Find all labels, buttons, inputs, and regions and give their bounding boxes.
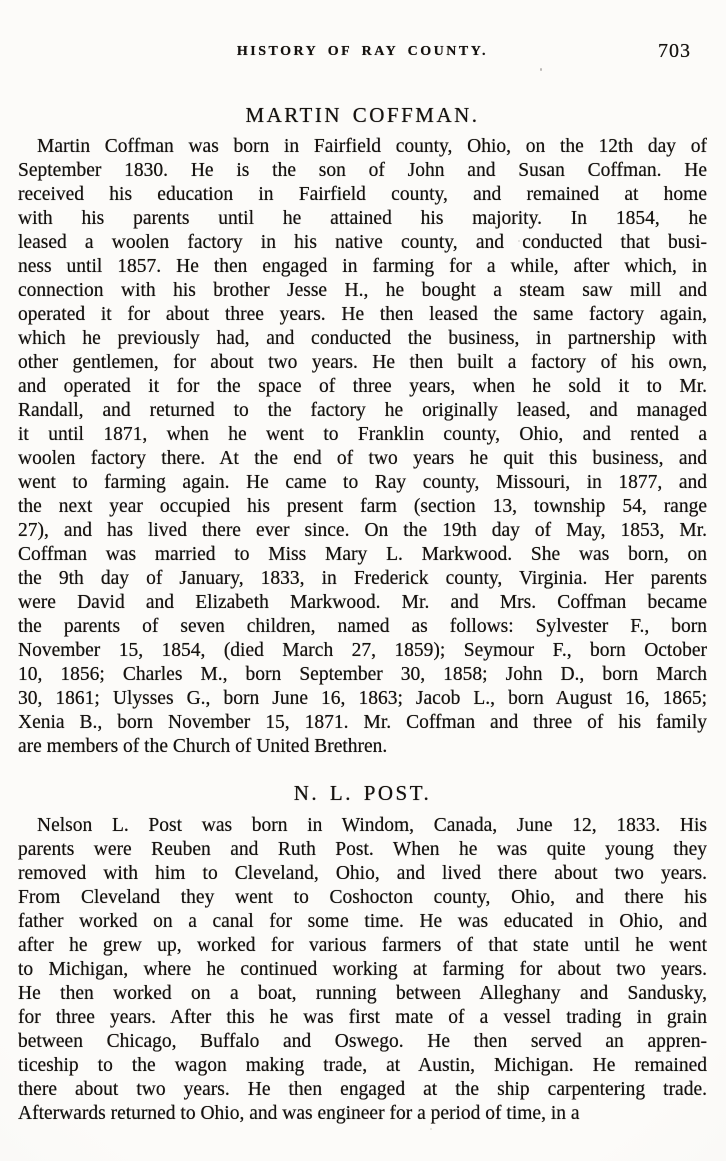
text-line: and operated it for the space of three years, when he sold it to Mr. <box>18 376 707 397</box>
text-line: Martin Coffman was born in Fairfield county, Ohio, on the 12th day of <box>37 136 707 157</box>
text-line: between Chicago, Buffalo and Oswego. He then served an appren- <box>18 1031 707 1052</box>
text-line: Afterwards returned to Ohio, and was engineer for a period of time, in a <box>18 1103 580 1124</box>
text-line: leased a woolen factory in his native county, and conducted that busi- <box>18 232 707 253</box>
text-line: after he grew up, worked for various farmers of that state until he went <box>18 935 707 956</box>
text-line: 30, 1861; Ulysses G., born June 16, 1863; Jacob L., born August 16, 1865; <box>18 688 707 709</box>
scan-speck <box>518 240 520 242</box>
text-line: Randall, and returned to the factory he originally leased, and managed <box>18 400 707 421</box>
scan-speck <box>430 1128 432 1130</box>
text-line: November 15, 1854, (died March 27, 1859); Seymour F., born October <box>18 640 707 661</box>
text-line: with his parents until he attained his majority. In 1854, he <box>18 208 707 229</box>
paragraph <box>18 814 707 1126</box>
text-line: received his education in Fairfield county, and remained at home <box>18 184 707 205</box>
text-line: the parents of seven children, named as follows: Sylvester F., born <box>18 616 707 637</box>
text-line: for three years. After this he was first mate of a vessel trading in grain <box>18 1007 707 1028</box>
text-line: September 1830. He is the son of John and Susan Coffman. He <box>18 160 707 181</box>
text-line: to Michigan, where he continued working at farming for about two years. <box>18 959 707 980</box>
text-line: Coffman was married to Miss Mary L. Markwood. She was born, on <box>18 544 707 565</box>
text-line: ness until 1857. He then engaged in farming for a while, after which, in <box>18 256 707 277</box>
running-title: HISTORY OF RAY COUNTY. <box>236 44 489 59</box>
section-heading: N. L. POST. <box>293 781 432 805</box>
text-line: other gentlemen, for about two years. He then built a factory of his own, <box>18 352 707 373</box>
text-line: there about two years. He then engaged at the ship carpentering trade. <box>18 1079 707 1100</box>
text-line: it until 1871, when he went to Franklin county, Ohio, and rented a <box>18 424 707 445</box>
text-line: parents were Reuben and Ruth Post. When he was quite young they <box>18 839 707 860</box>
text-line: Nelson L. Post was born in Windom, Canada, June 12, 1833. His <box>37 815 707 836</box>
text-line: father worked on a canal for some time. He was educated in Ohio, and <box>18 911 707 932</box>
text-line: went to farming again. He came to Ray county, Missouri, in 1877, and <box>18 472 707 493</box>
text-line: removed with him to Cleveland, Ohio, and lived there about two years. <box>18 863 707 884</box>
text-line: 10, 1856; Charles M., born September 30, 1858; John D., born March <box>18 664 707 685</box>
text-line: are members of the Church of United Brethren. <box>18 736 388 757</box>
text-line: ticeship to the wagon making trade, at Austin, Michigan. He remained <box>18 1055 707 1076</box>
text-line: which he previously had, and conducted the business, in partnership with <box>18 328 707 349</box>
running-header <box>18 40 707 62</box>
text-line: connection with his brother Jesse H., he bought a steam saw mill and <box>18 280 707 301</box>
section-heading: MARTIN COFFMAN. <box>245 103 480 127</box>
paragraph <box>18 135 707 759</box>
text-line: the 9th day of January, 1833, in Frederick county, Virginia. Her parents <box>18 568 707 589</box>
text-line: the next year occupied his present farm (section 13, township 54, range <box>18 496 707 517</box>
text-line: woolen factory there. At the end of two years he quit this business, and <box>18 448 707 469</box>
text-line: 27), and has lived there ever since. On the 19th day of May, 1853, Mr. <box>18 520 707 541</box>
text-line: Xenia B., born November 15, 1871. Mr. Coffman and three of his family <box>18 712 707 733</box>
text-line: He then worked on a boat, running between Alleghany and Sandusky, <box>18 983 707 1004</box>
page-body <box>18 102 707 1126</box>
text-line: From Cleveland they went to Coshocton county, Ohio, and there his <box>18 887 707 908</box>
page-number: 703 <box>658 40 691 62</box>
scan-speck <box>540 68 542 71</box>
text-line: were David and Elizabeth Markwood. Mr. and Mrs. Coffman became <box>18 592 707 613</box>
text-line: operated it for about three years. He then leased the same factory again, <box>18 304 707 325</box>
